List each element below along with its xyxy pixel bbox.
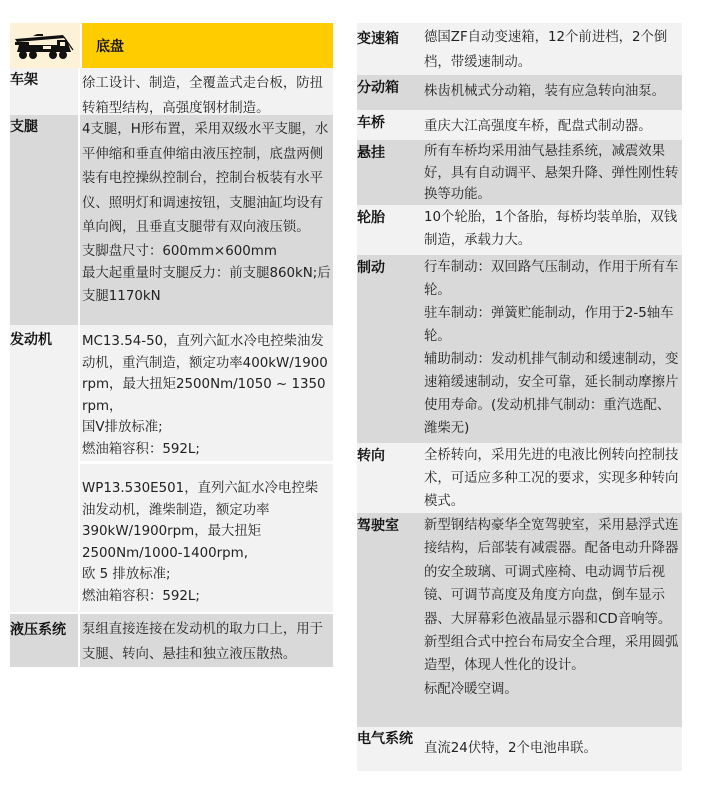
spec-label: 车架 — [10, 68, 80, 115]
spec-label: 转向 — [357, 448, 385, 464]
spec-label: 变速箱 — [357, 31, 399, 47]
spec-desc — [423, 205, 682, 255]
spec-desc — [423, 513, 682, 727]
spec-text: 行车制动：双回路气压制动，作用于所有车轮。 — [424, 260, 679, 298]
spec-desc — [423, 110, 682, 140]
engine-option-2 — [82, 464, 331, 611]
spec-text: 标配冷暖空调。 — [424, 681, 518, 697]
spec-row-suspension — [357, 140, 682, 205]
spec-label: 发动机 — [10, 325, 80, 612]
section-title: 底盘 — [82, 23, 333, 68]
spec-text: 辅助制动：发动机排气制动和缓速制动，变速箱缓速制动，安全可靠，延长制动摩擦片使用寿命。(发动机排气制动：重汽选配、潍柴无) — [424, 352, 679, 436]
spec-row-steering — [357, 443, 682, 513]
spec-label: 轮胎 — [357, 210, 385, 226]
spec-label: 分动箱 — [357, 80, 399, 96]
spec-label: 车桥 — [357, 115, 385, 131]
spec-text: 全桥转向，采用先进的电液比例转向控制技术，可适应多种工况的要求，实现多种转向模式。 — [424, 448, 679, 509]
spec-label: 支腿 — [10, 115, 80, 325]
spec-label: 电气系统 — [357, 731, 413, 747]
spec-desc — [80, 325, 333, 612]
spec-row-brakes — [357, 255, 682, 443]
spec-row-axle — [357, 110, 682, 140]
spec-label: 液压系统 — [10, 614, 80, 667]
spec-row-hydraulic — [10, 614, 333, 667]
spec-text: 驻车制动：弹簧贮能制动，作用于2-5轴车轮。 — [424, 306, 674, 344]
spec-text: 10个轮胎，1个备胎，每桥均装单胎，双钱制造，承载力大。 — [424, 210, 678, 248]
spec-desc — [423, 443, 682, 513]
spec-row-gearbox — [357, 23, 682, 75]
spec-text: 国V排放标准; — [82, 420, 163, 435]
spec-desc — [423, 727, 682, 771]
spec-text: 重庆大江高强度车桥，配盘式制动器。 — [424, 119, 652, 134]
spec-row-tyres — [357, 205, 682, 255]
spec-text: 燃油箱容积：592L; — [82, 588, 200, 604]
spec-row-outrigger — [10, 115, 333, 325]
spec-desc — [423, 255, 682, 443]
spec-text: 最大起重量时支腿反力：前支腿860kN;后支腿1170kN — [82, 265, 331, 304]
engine-option-1 — [82, 331, 331, 461]
spec-desc — [80, 115, 333, 325]
crane-truck-icon — [10, 23, 82, 68]
spec-text: 株齿机械式分动箱，装有应急转向油泵。 — [424, 84, 666, 99]
spec-text: 燃油箱容积：592L; — [82, 441, 200, 457]
spec-text: 泵组直接连接在发动机的取力口上，用于支腿、转向、悬挂和独立液压散热。 — [82, 622, 324, 662]
spec-label: 制动 — [357, 260, 385, 276]
spec-text: MC13.54-50，直列六缸水冷电控柴油发动机，重汽制造，额定功率400kW/1900 rpm，最大扭矩2500Nm/1050 ~ 1350 rpm， — [82, 334, 328, 414]
spec-row-frame — [10, 68, 333, 115]
drivetrain-spec-table — [357, 23, 682, 771]
spec-desc — [423, 23, 682, 75]
spec-row-cab — [357, 513, 682, 727]
spec-text: 欧 5 排放标准; — [82, 567, 171, 582]
spec-text: WP13.530E501，直列六缸水冷电控柴油发动机，潍柴制造，额定功率390kW/1900rpm，最大扭矩2500Nm/1000-1400rpm, — [82, 481, 319, 561]
spec-desc — [80, 68, 333, 115]
spec-row-engine — [10, 325, 333, 612]
spec-text: 所有车桥均采用油气悬挂系统，减震效果好，具有自动调平、悬架升降、弹性刚性转换等功能。 — [424, 144, 679, 202]
spec-text: 直流24伏特，2个电池串联。 — [424, 741, 597, 756]
spec-text: 德国ZF自动变速箱，12个前进档，2个倒档，带缓速制动。 — [424, 30, 668, 70]
spec-desc — [80, 614, 333, 667]
spec-text: 新型钢结构豪华全宽驾驶室，采用悬浮式连接结构，后部装有减震器。配备电动升降器的安全玻璃、可调式座椅、电动调节后视镜、可调节高度及角度方向盘，倒车显示器、大屏幕彩色液晶显示器和CD音响等。新型组合式中控台布局安全合理，采用圆弧造型，体现人性化的设计。 — [424, 518, 679, 674]
spec-text: 支脚盘尺寸：600mm×600mm — [82, 243, 277, 259]
spec-label: 悬挂 — [357, 145, 385, 161]
spec-text: 4支腿，H形布置，采用双级水平支腿，水平伸缩和垂直伸缩由液压控制，底盘两侧装有电控操纵控制台，控制台板装有水平仪、照明灯和调速按钮，支腿油缸均设有单向阀，且垂直支腿带有双向液压锁。 — [82, 122, 329, 235]
spec-row-transfer-case — [357, 75, 682, 110]
spec-row-electrical — [357, 727, 682, 771]
spec-desc — [423, 140, 682, 205]
table-header — [10, 23, 333, 68]
spec-text: 徐工设计、制造，全覆盖式走台板，防扭转箱型结构，高强度钢材制造。 — [82, 76, 324, 116]
chassis-spec-table — [10, 23, 333, 667]
spec-desc — [423, 75, 682, 110]
spec-label: 驾驶室 — [357, 518, 399, 534]
